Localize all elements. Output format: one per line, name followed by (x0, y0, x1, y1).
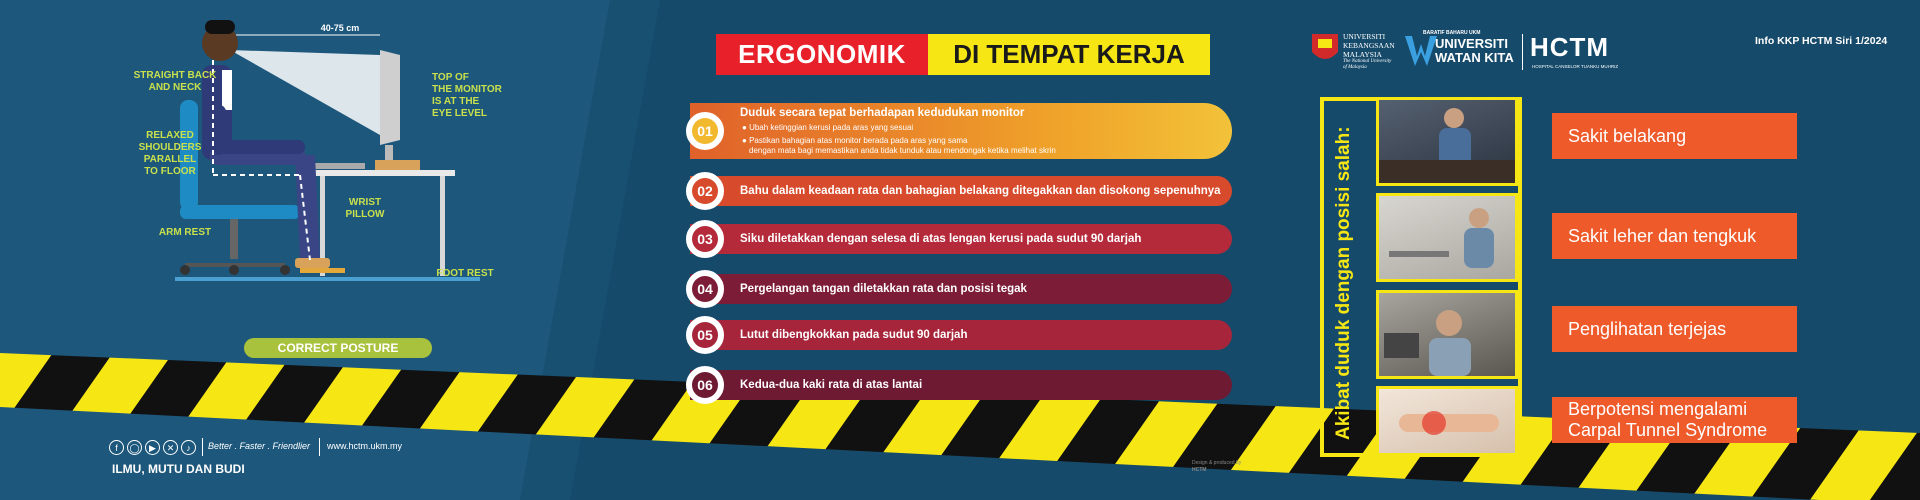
ukm-crest-icon (1310, 30, 1340, 68)
ukm-logo: UNIVERSITI KEBANGSAAN MALAYSIA The National University of Malaysia (1310, 30, 1395, 74)
step-bullet: ● Ubah ketinggian kerusi pada aras yang sesuai (742, 123, 914, 132)
step-bullet: ● Pastikan bahagian atas monitor berada pada aras yang sama (742, 136, 968, 145)
photo-neck-pain (1376, 193, 1518, 282)
distance-label: 40-75 cm (320, 23, 360, 33)
title-part1: ERGONOMIK (716, 34, 928, 75)
consequence-1: Sakit belakang (1552, 113, 1797, 159)
step-2 (690, 176, 1232, 206)
step-text: Lutut dibengkokkan pada sudut 90 darjah (740, 329, 968, 341)
consequence-4: Berpotensi mengalami Carpal Tunnel Syndrome (1552, 397, 1797, 443)
step-4 (690, 274, 1232, 304)
divider (1522, 34, 1523, 70)
tiktok-icon[interactable]: ♪ (181, 440, 196, 455)
step-6 (690, 370, 1232, 400)
consequences-heading: Akibat duduk dengan posisi salah: (1333, 126, 1354, 440)
step-1 (690, 103, 1232, 159)
youtube-icon[interactable]: ▶ (145, 440, 160, 455)
footer-website[interactable]: www.hctm.ukm.my (327, 441, 403, 451)
step-5 (690, 320, 1232, 350)
neck-pain-icon (1379, 196, 1515, 279)
vision-strain-icon (1379, 293, 1515, 376)
step-number: 06 (692, 372, 718, 398)
photo-vision (1376, 290, 1518, 379)
footer-motto: ILMU, MUTU DAN BUDI (112, 462, 245, 476)
step-text: Pergelangan tangan diletakkan rata dan posisi tegak (740, 283, 1027, 295)
step-number: 05 (692, 322, 718, 348)
label-top-monitor: TOP OF THE MONITOR IS AT THE EYE LEVEL (432, 72, 502, 119)
hctm-logo: HCTM HOSPITAL CANSELOR TUANKU MUHRIZ (1530, 32, 1619, 69)
x-icon[interactable]: ✕ (163, 440, 178, 455)
step-text: Kedua-dua kaki rata di atas lantai (740, 379, 923, 391)
step-text: Duduk secara tepat berhadapan kedudukan monitor (740, 107, 1025, 119)
step-number: 01 (692, 118, 718, 144)
step-text: Bahu dalam keadaan rata dan bahagian belakang ditegakkan dan disokong sepenuhnya (740, 185, 1221, 197)
step-number: 03 (692, 226, 718, 252)
label-foot-rest: FOOT REST (436, 268, 494, 279)
footer-tagline: Better . Faster . Friendlier (208, 441, 311, 451)
correct-posture-badge: CORRECT POSTURE (244, 338, 432, 358)
wrist-pain-icon (1379, 389, 1515, 453)
title-part2: DI TEMPAT KERJA (928, 34, 1210, 75)
step-bullet: dengan mata bagi memastikan anda tidak tunduk atau mendongak ketika melihat skrin (749, 146, 1056, 155)
series-label: Info KKP HCTM Siri 1/2024 (1755, 35, 1888, 47)
step-number: 02 (692, 178, 718, 204)
uwk-w-icon (1405, 36, 1437, 66)
label-wrist-pillow: WRIST PILLOW (345, 197, 385, 220)
back-pain-icon (1379, 100, 1515, 183)
photo-back-pain (1376, 97, 1518, 186)
footer-divider-2 (319, 438, 320, 456)
consequence-2: Sakit leher dan tengkuk (1552, 213, 1797, 259)
footer-divider (202, 438, 203, 456)
label-arm-rest: ARM REST (158, 227, 212, 238)
step-number: 04 (692, 276, 718, 302)
facebook-icon[interactable]: f (109, 440, 124, 455)
step-3 (690, 224, 1232, 254)
consequence-3: Penglihatan terjejas (1552, 306, 1797, 352)
photo-carpal-tunnel (1376, 386, 1518, 456)
uwk-logo: BARATIF BAHARU UKM UNIVERSITI WATAN KITA (1405, 30, 1515, 74)
label-relaxed-shoulders: RELAXED SHOULDERS PARALLEL TO FLOOR (138, 130, 202, 177)
design-credit: Design & produced by HCTM (1192, 460, 1242, 473)
instagram-icon[interactable]: ◯ (127, 440, 142, 455)
label-straight-back: STRAIGHT BACK AND NECK (133, 70, 217, 93)
step-text: Siku diletakkan dengan selesa di atas lengan kerusi pada sudut 90 darjah (740, 233, 1142, 245)
